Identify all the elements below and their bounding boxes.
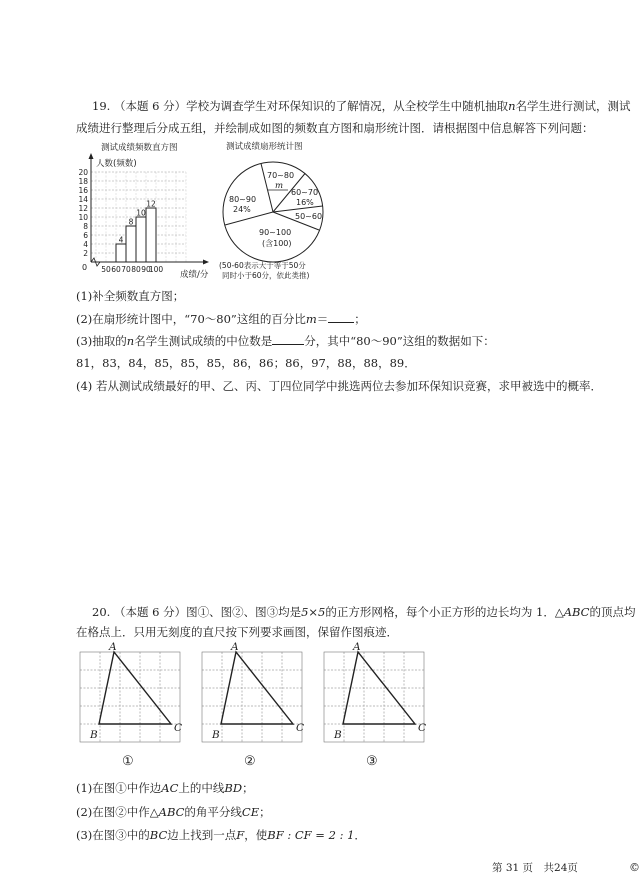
q20-sub1 bbox=[76, 782, 254, 796]
pie-pct-60-70: 16% bbox=[296, 198, 314, 207]
grid-figure-2 bbox=[198, 640, 310, 748]
y-tick-label: 16 bbox=[78, 185, 88, 195]
q20-text-b: 的正方形网格，每个小正方形的边长均为 1． bbox=[325, 605, 555, 619]
pie-title: 测试成绩扇形统计图 bbox=[226, 142, 303, 152]
q19-sub1: (1)补全频数直方图； bbox=[76, 289, 185, 303]
q19-sub4: (4) 若从测试成绩最好的甲、乙、丙、丁四位同学中挑选两位去参加环保知识竞赛，求甲被选中的概率． bbox=[76, 379, 602, 393]
q20-text-a: 图①、图②、图③均是 bbox=[186, 605, 302, 619]
bar bbox=[146, 208, 156, 262]
q19-text-1b: 名学生进行测试，测试 bbox=[515, 99, 631, 113]
q20-sub1-ac: AC bbox=[161, 781, 179, 795]
label-a-2: A bbox=[231, 641, 239, 653]
pie-pct-80-90: 24% bbox=[233, 205, 251, 214]
x-tick-label: 70 bbox=[121, 265, 131, 274]
y-tick-label: 20 bbox=[78, 167, 88, 177]
x-tick-label: 60 bbox=[111, 265, 121, 274]
bar-value-label: 8 bbox=[128, 217, 134, 227]
q20-sub3-text-c: ，使 bbox=[244, 828, 268, 842]
x-tick-label: 90 bbox=[141, 265, 151, 274]
q19-sub3-text-b: 名学生测试成绩的中位数是 bbox=[134, 334, 273, 348]
figure-label-3: ③ bbox=[366, 754, 378, 769]
q20-sub2-text-a: (2)在图②中作 bbox=[76, 805, 150, 819]
frequency-histogram bbox=[68, 140, 218, 280]
q20-line2: 在格点上．只用无刻度的直尺按下列要求画图，保留作图痕迹． bbox=[76, 625, 398, 639]
label-b-2: B bbox=[212, 729, 220, 741]
q20-sub1-bd: BD bbox=[224, 781, 243, 795]
q20-sub2-text-b: 的角平分线 bbox=[184, 805, 242, 819]
label-b-3: B bbox=[334, 729, 342, 741]
bar-value-label: 4 bbox=[118, 235, 124, 245]
histogram-ylabel: 人数(频数) bbox=[96, 159, 137, 169]
q19-sub3-text-a: (3)抽取的 bbox=[76, 334, 127, 348]
pie-note-90-100: (含100) bbox=[262, 239, 292, 248]
q20-sub3-text-a: (3)在图③中的 bbox=[76, 828, 150, 842]
bar bbox=[126, 226, 136, 262]
bar bbox=[136, 217, 146, 262]
histogram-xlabel: 成绩/分 bbox=[180, 270, 209, 280]
q19-var-n: n bbox=[508, 99, 516, 113]
histogram-origin: 0 bbox=[82, 263, 88, 272]
histogram-y-arrow bbox=[89, 153, 94, 159]
page-footer: 第 31 页 共24页 bbox=[492, 862, 578, 874]
q19-line2: 成绩进行整理后分成五组，并绘制成如图的频数直方图和扇形统计图．请根据图中信息解答下列问题： bbox=[76, 121, 594, 135]
pie-note-line1: (50-60表示大于等于50分 bbox=[219, 261, 306, 270]
y-tick-label: 18 bbox=[78, 176, 88, 186]
figure-label-2: ② bbox=[244, 754, 256, 769]
pie-label-80-90: 80~90 bbox=[229, 195, 257, 204]
y-tick-label: 2 bbox=[83, 248, 88, 258]
pie-note-line2: 同时小于60分，依此类推) bbox=[222, 271, 310, 280]
q20-sub2-end: ； bbox=[259, 805, 271, 819]
q19-sub2-blank[interactable] bbox=[328, 312, 354, 323]
q20-number: 20. bbox=[92, 605, 111, 619]
q20-triangle: △ABC bbox=[554, 605, 590, 619]
q20-sub3-ratio: BF : CF = 2 : 1 bbox=[267, 828, 355, 842]
histogram-title: 测试成绩频数直方图 bbox=[101, 143, 178, 153]
pie-chart bbox=[216, 140, 346, 282]
label-a-1: A bbox=[109, 641, 117, 653]
q20-sub1-end: ； bbox=[242, 781, 254, 795]
pie-label-90-100: 90~100 bbox=[259, 228, 292, 237]
pie-label-60-70: 60~70 bbox=[291, 188, 319, 197]
bar-value-label: 10 bbox=[136, 208, 146, 218]
q20-sub1-text-a: (1)在图①中作边 bbox=[76, 781, 162, 795]
label-c-3: C bbox=[418, 722, 427, 734]
bar bbox=[116, 244, 126, 262]
y-tick-label: 6 bbox=[83, 230, 88, 240]
q19-sub2-eq: ＝ bbox=[316, 312, 329, 326]
histogram-x-arrow bbox=[203, 260, 209, 265]
q20-sub3-end: ． bbox=[354, 828, 366, 842]
q19-data-line: 81，83，84，85，85，85，86，86；86，97，88，88，89． bbox=[76, 356, 416, 370]
q19-score: （本题 6 分） bbox=[113, 99, 187, 113]
q20-score: （本题 6 分） bbox=[113, 605, 187, 619]
q19-sub2-text: (2)在扇形统计图中，“70～80”这组的百分比 bbox=[76, 312, 306, 326]
pie-pct-70-80: m bbox=[275, 181, 284, 191]
label-c-1: C bbox=[174, 722, 183, 734]
q20-sub3-f: F bbox=[236, 828, 245, 842]
q19-sub3-n: n bbox=[126, 334, 135, 348]
q20-sub2-tri: △ABC bbox=[149, 805, 185, 819]
pie-label-50-60: 50~60 bbox=[295, 212, 323, 221]
histogram-y-ticks bbox=[78, 168, 88, 258]
pie-label-70-80: 70~80 bbox=[267, 171, 295, 180]
corner-mark: © bbox=[629, 861, 640, 874]
q20-sub1-text-b: 上的中线 bbox=[178, 781, 225, 795]
q20-sub2 bbox=[76, 806, 271, 820]
q19-sub3 bbox=[76, 334, 495, 349]
q19-line1 bbox=[92, 100, 631, 114]
label-c-2: C bbox=[296, 722, 305, 734]
q19-number: 19. bbox=[92, 99, 111, 113]
q20-sub3-text-b: 边上找到一点 bbox=[167, 828, 237, 842]
q19-sub2-end: ； bbox=[354, 312, 366, 326]
q20-sub3 bbox=[76, 829, 366, 843]
label-a-3: A bbox=[353, 641, 361, 653]
y-tick-label: 8 bbox=[83, 221, 88, 231]
y-tick-label: 10 bbox=[78, 212, 88, 222]
y-tick-label: 12 bbox=[78, 203, 88, 213]
q19-sub3-text-c: 分，其中“80～90”这组的数据如下： bbox=[304, 334, 495, 348]
q20-sub3-bc: BC bbox=[149, 828, 168, 842]
q19-sub3-blank[interactable] bbox=[272, 334, 304, 345]
y-tick-label: 4 bbox=[83, 239, 88, 249]
q19-sub2-m: m bbox=[305, 312, 317, 326]
x-tick-label: 50 bbox=[101, 265, 111, 274]
histogram-x-ticks bbox=[101, 265, 163, 274]
x-tick-label: 100 bbox=[148, 265, 164, 274]
label-b-1: B bbox=[90, 729, 98, 741]
grid-figure-1 bbox=[76, 640, 188, 748]
x-tick-label: 80 bbox=[131, 265, 141, 274]
bar-value-label: 12 bbox=[146, 199, 156, 209]
q20-line1 bbox=[92, 606, 635, 620]
q19-sub2 bbox=[76, 312, 366, 327]
q20-text-c: 的顶点均 bbox=[589, 605, 636, 619]
q20-sub2-ce: CE bbox=[241, 805, 260, 819]
q19-text-1: 学校为调查学生对环保知识的了解情况，从全校学生中随机抽取 bbox=[186, 99, 509, 113]
grid-figure-3 bbox=[320, 640, 432, 748]
q20-grid-size: 5×5 bbox=[301, 605, 326, 619]
y-tick-label: 14 bbox=[78, 194, 88, 204]
figure-label-1: ① bbox=[122, 754, 134, 769]
